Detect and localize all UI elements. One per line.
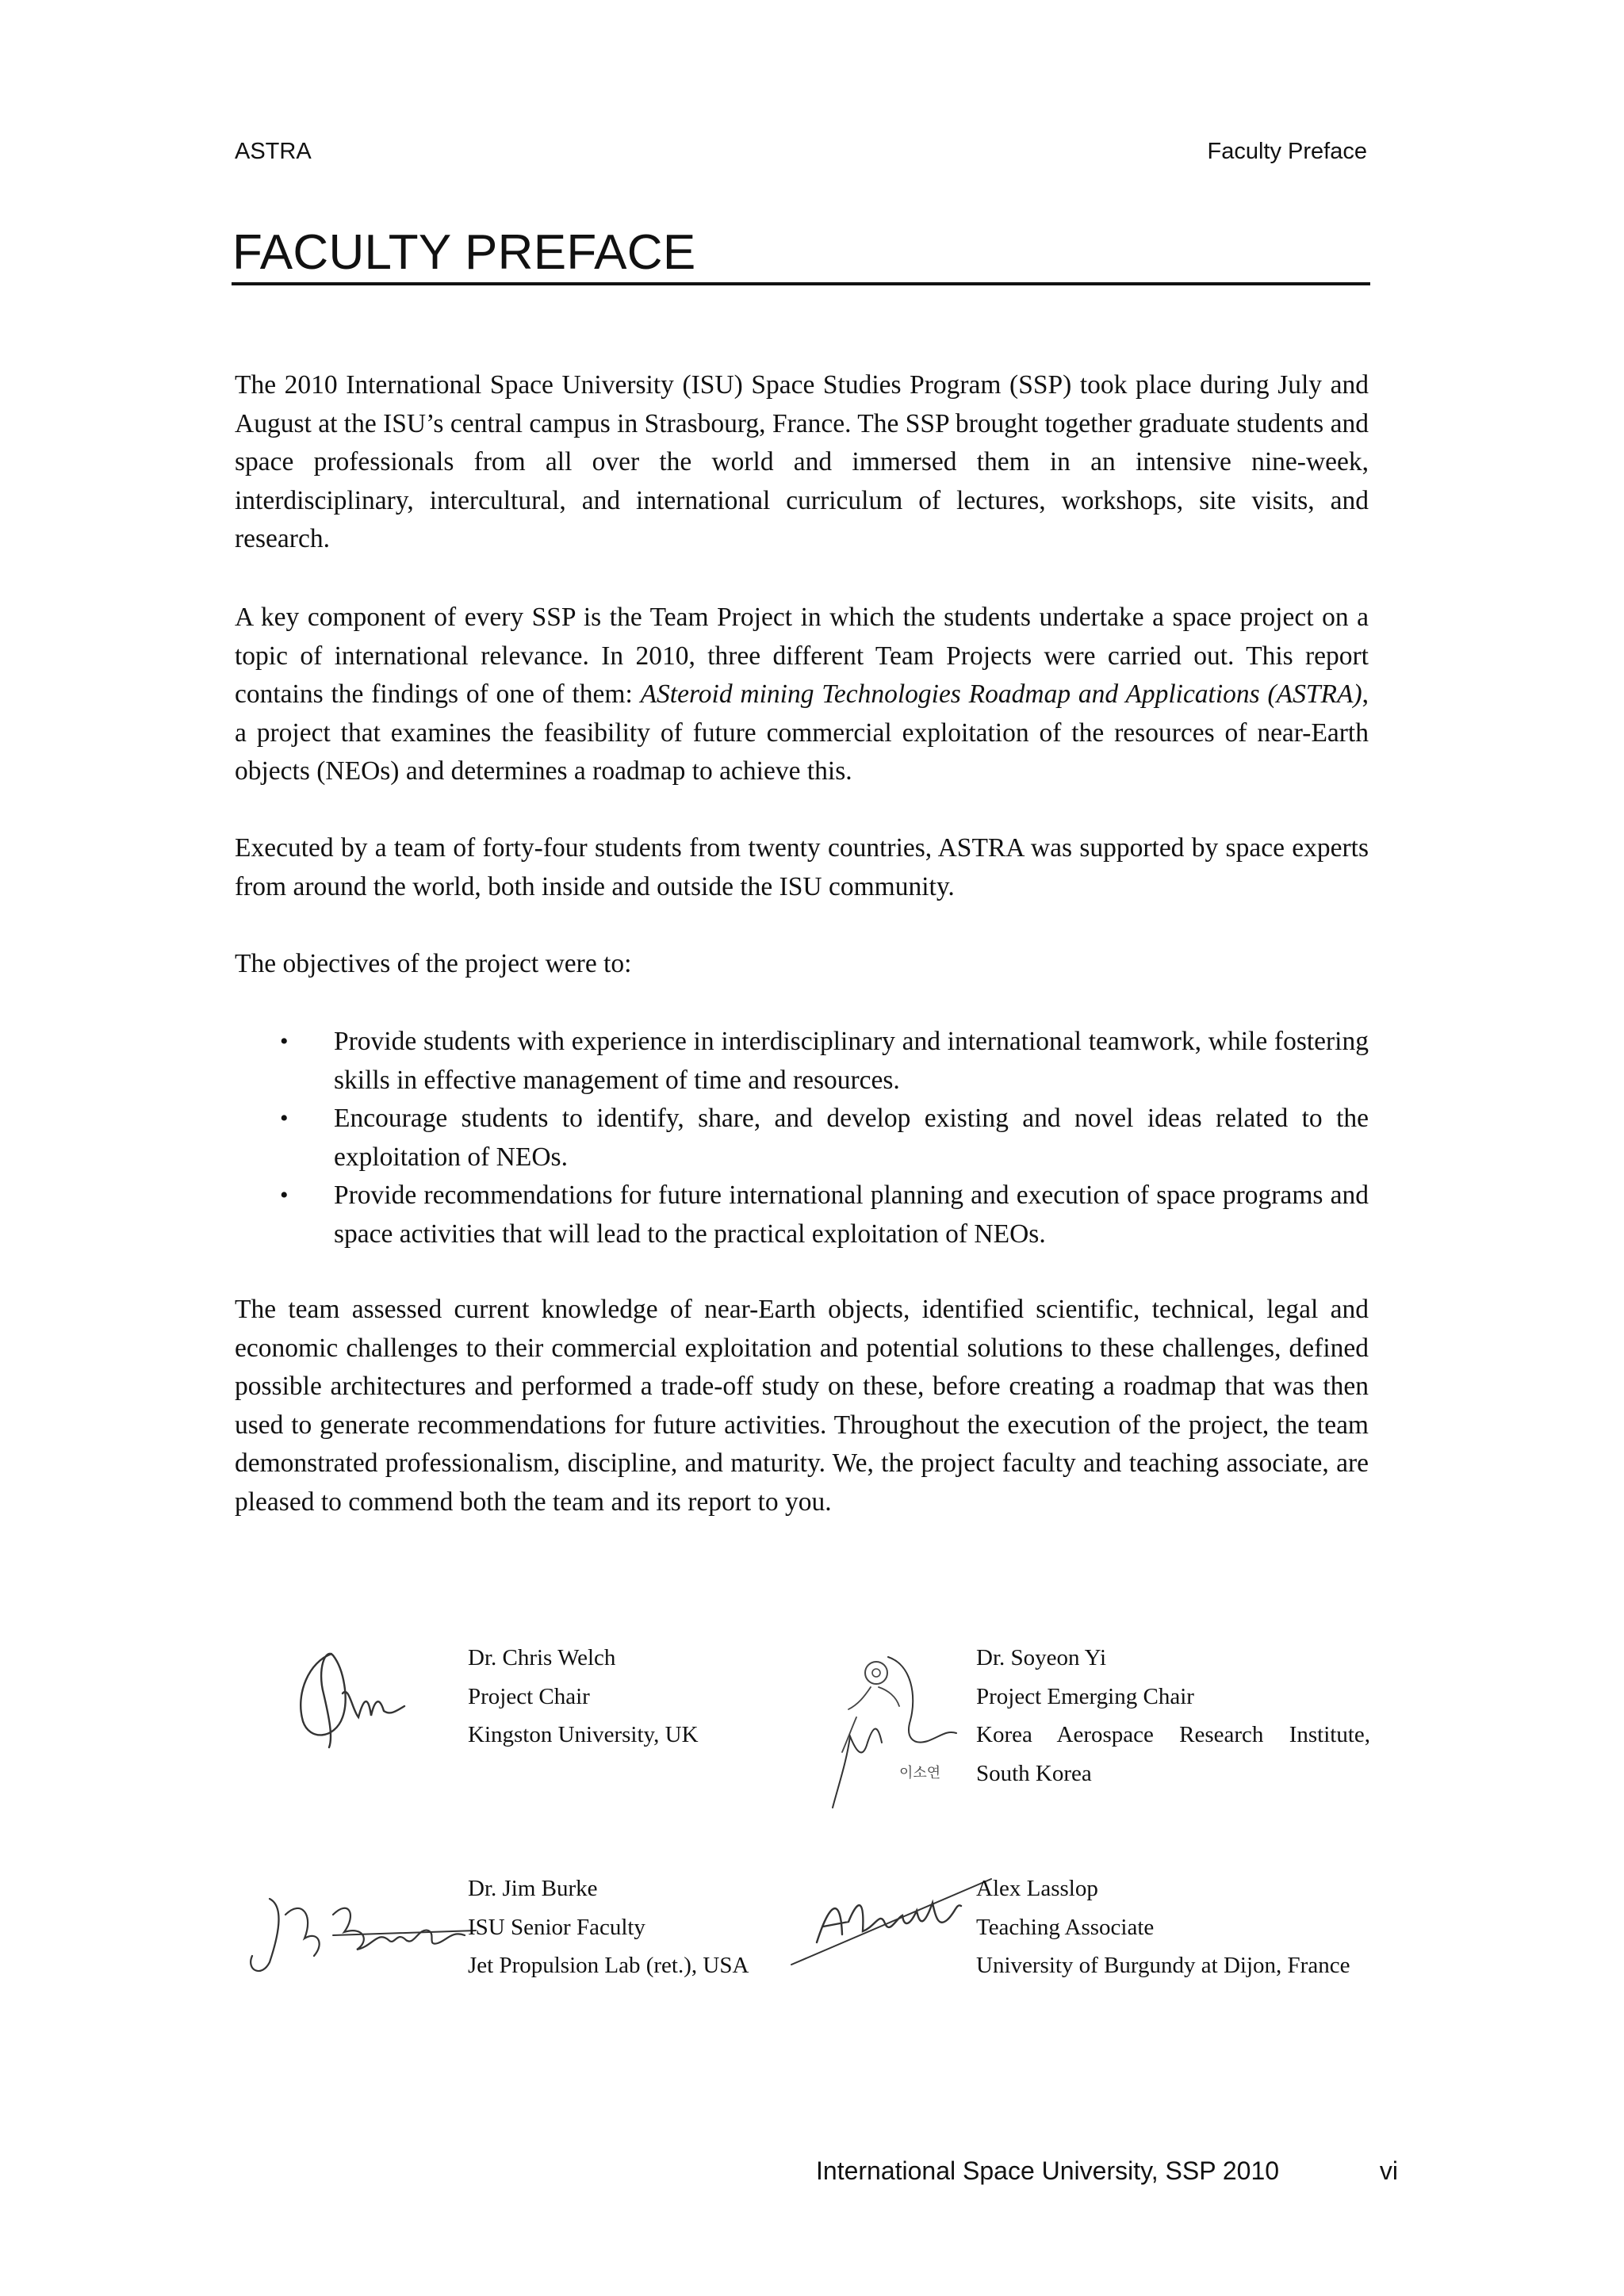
objective-text: Encourage students to identify, share, and develop existing and novel ideas related to the exploitation of NEOs.	[334, 1104, 1369, 1172]
objective-item	[235, 1023, 1369, 1100]
bullet-icon: •	[280, 1105, 289, 1131]
signature-soyeon-yi	[801, 1641, 983, 1816]
signature-alex-lasslop	[785, 1871, 999, 1974]
footer-organization: International Space University, SSP 2010	[816, 2156, 1280, 2185]
signatory-name: Alex Lasslop	[976, 1876, 1098, 1901]
running-header-left: ASTRA	[235, 139, 312, 164]
paragraph-program-overview: The 2010 International Space University (ISU) Space Studies Program (SSP) took place during July and August at the ISU’s central campus in Strasbourg, France. The SSP brought together graduate students and space professionals from all over the world and immersed them in an intensive nine-week, interdisciplinary, intercultural, and international curriculum of lectures, workshops, site visits, and research.	[235, 370, 1369, 553]
paragraph-objectives-intro: The objectives of the project were to:	[235, 949, 632, 978]
signature-jim-burke	[238, 1883, 484, 1986]
signatory-role: Project Emerging Chair	[976, 1683, 1194, 1709]
paragraph-assessment-summary: The team assessed current knowledge of near-Earth objects, identified scientific, technical, legal and economic challenges to their commercial exploitation and potential solutions to these challenges, defined possible architectures and performed a trade-off study on these, before creating a roadmap that was then used to generate recommendations for future activities. Throughout the execution of the project, the team demonstrated professionalism, discipline, and maturity. We, the project faculty and teaching associate, are pleased to commend both the team and its report to you.	[235, 1295, 1369, 1517]
signatory-affiliation: Kingston University, UK	[468, 1722, 699, 1747]
signatory-role: Teaching Associate	[976, 1914, 1155, 1940]
signatory-name: Dr. Jim Burke	[468, 1876, 598, 1901]
paragraph-team-composition: Executed by a team of forty-four students from twenty countries, ASTRA was supported by space experts from around the world, both inside and outside the ISU community.	[235, 833, 1369, 901]
signatory-affiliation: University of Burgundy at Dijon, France	[976, 1953, 1350, 1978]
signature-chris-welch	[285, 1638, 444, 1749]
signatory-role: ISU Senior Faculty	[468, 1914, 645, 1940]
paragraph-team-project-lead: A key component of every SSP is the Team Project in which the students undertake a space project on a topic of international relevance. In 2010, three different Team Projects were carried out. This report contains the findings of one of them:	[235, 603, 1369, 709]
project-name-italic: ASteroid mining Technologies Roadmap and Applications (ASTRA)	[640, 679, 1362, 709]
signature-hangul-text: 이소연	[899, 1765, 941, 1781]
objective-text: Provide students with experience in interdisciplinary and international teamwork, while fostering skills in effective management of time and resources.	[334, 1027, 1369, 1095]
objective-item	[235, 1100, 1369, 1177]
signatory-role: Project Chair	[468, 1683, 590, 1709]
objective-item	[235, 1177, 1369, 1253]
objectives-list	[235, 1023, 1369, 1253]
title-underline	[232, 282, 1370, 285]
running-header-right: Faculty Preface	[1207, 139, 1367, 164]
signatory-affiliation: Korea Aerospace Research Institute,	[976, 1722, 1370, 1747]
paragraph-team-project	[235, 599, 1369, 791]
page-number: vi	[1379, 2156, 1398, 2185]
paragraph-team-project-tail: , a project that examines the feasibility of future commercial exploitation of the resources of near-Earth objects (NEOs) and determines a roadmap to achieve this.	[235, 679, 1369, 786]
bullet-icon: •	[280, 1028, 289, 1054]
page-title: FACULTY PREFACE	[232, 225, 696, 280]
bullet-icon: •	[280, 1182, 289, 1208]
signatory-name: Dr. Soyeon Yi	[976, 1645, 1107, 1670]
objective-text: Provide recommendations for future international planning and execution of space programs and space activities that will lead to the practical exploitation of NEOs.	[334, 1181, 1369, 1249]
signatory-affiliation: Jet Propulsion Lab (ret.), USA	[468, 1953, 749, 1978]
signatory-name: Dr. Chris Welch	[468, 1645, 616, 1670]
signatory-affiliation-line2: South Korea	[976, 1760, 1092, 1786]
